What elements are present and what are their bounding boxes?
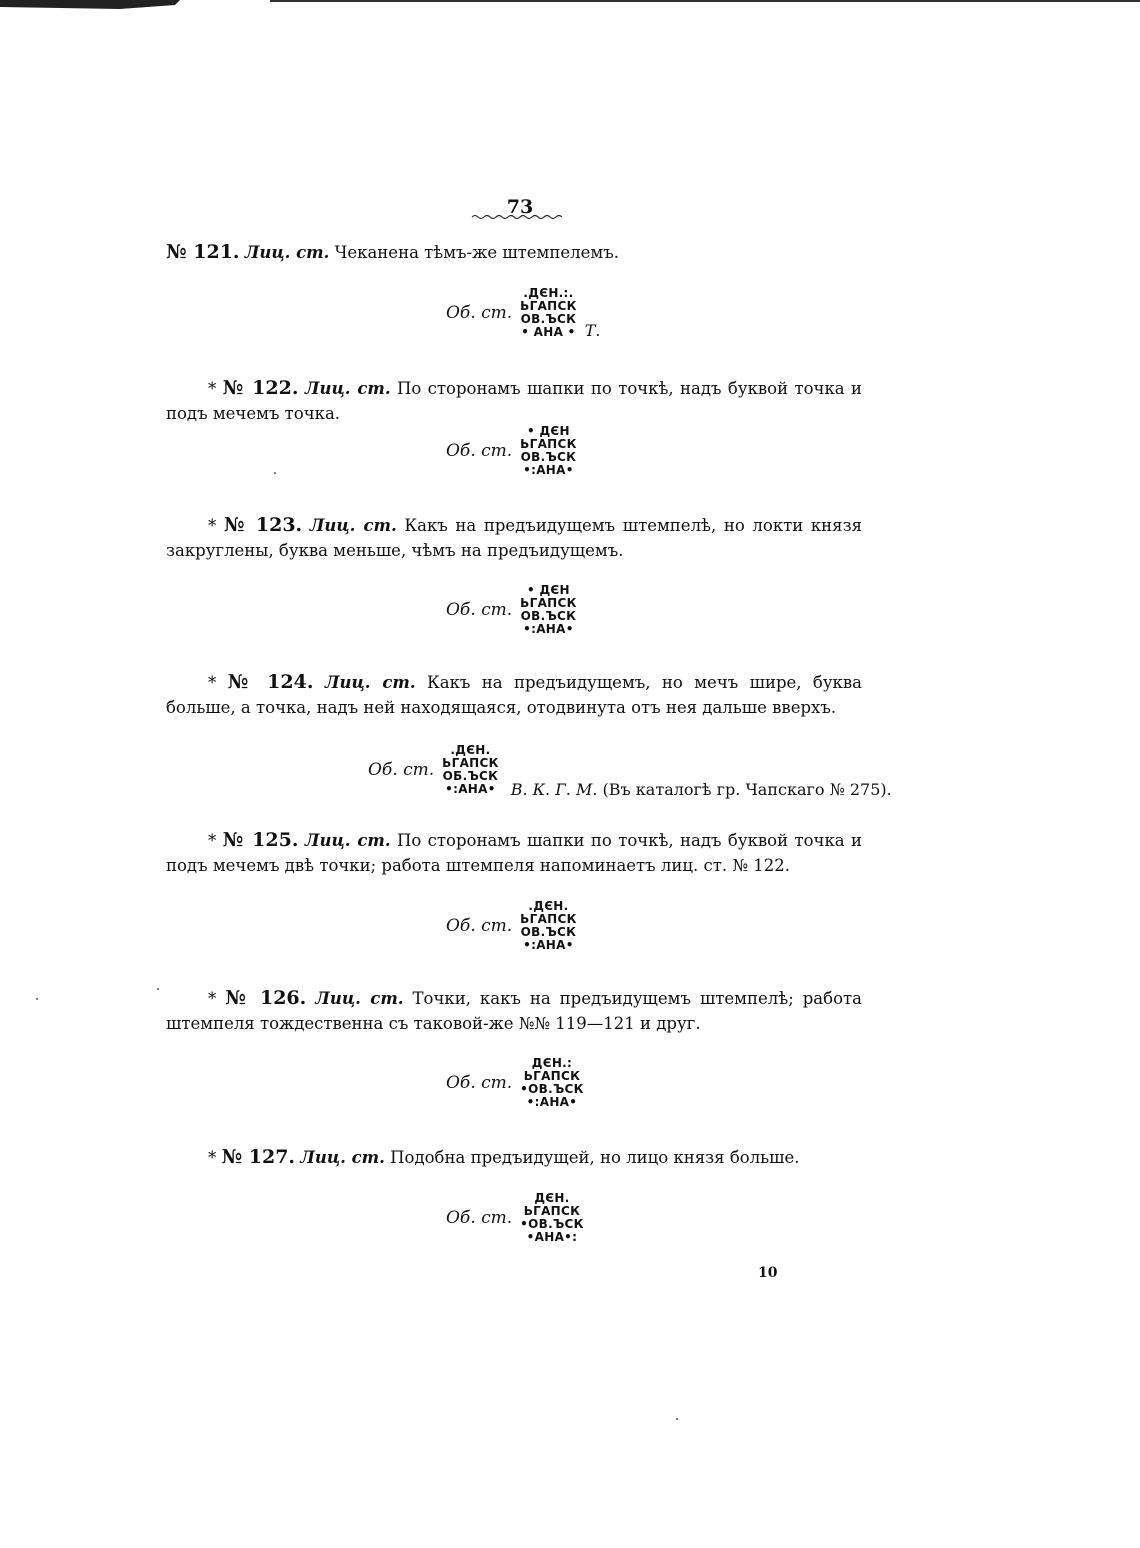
legend-line: •:АНА• [526, 1095, 578, 1109]
star-mark: * [208, 831, 217, 850]
obverse-abbr: Лиц. ст. [315, 989, 404, 1008]
entry-127 [166, 1145, 862, 1170]
reverse-125 [446, 900, 577, 952]
legend-line: .ДЄН. [528, 899, 569, 913]
star-mark: * [208, 1148, 217, 1167]
legend-line: ОВ.ЪСК [520, 450, 577, 464]
legend-line: •:АНА• [445, 781, 496, 796]
legend-line: ЬГАПСК [520, 596, 577, 610]
entry-text: Какъ на предъидущемъ штемпелѣ, но локти князя закруглены, буква меньше, чѣмъ на предъидущемъ. [166, 516, 862, 560]
legend-line: •:АНА• [523, 938, 574, 952]
entry-number: № 121. [166, 241, 240, 263]
legend-line: ОВ.ЪСК [520, 925, 577, 939]
reverse-label: Об. ст. [446, 1073, 513, 1093]
entry-text: По сторонамъ шапки по точкѣ, надъ буквой точка и подъ мечемъ точка. [166, 379, 862, 423]
legend-line: • АНА • [521, 324, 576, 339]
legend-line: ЬГАПСК [520, 912, 577, 926]
reverse-121 [446, 285, 600, 340]
entry-number: № 125. [222, 829, 299, 851]
scan-speck [274, 472, 276, 474]
coin-legend [520, 584, 577, 636]
entry-text: Точки, какъ на предъидущемъ штемпелѣ; работа штемпеля тождественна съ таковой-же №№ 119—121 и друг. [166, 989, 862, 1033]
legend-line: ЬГАПСК [523, 1069, 581, 1083]
reverse-label: Об. ст. [446, 441, 513, 461]
reverse-note: Т. [584, 321, 601, 340]
obverse-abbr: Лиц. ст. [324, 673, 416, 692]
legend-line: .ДЄН. [450, 742, 491, 757]
legend-line: • ДЄН [527, 583, 570, 597]
scan-speck [676, 1418, 678, 1420]
legend-line: ОВ.ЪСК [520, 609, 577, 623]
reverse-127 [446, 1192, 584, 1244]
reverse-note [511, 780, 892, 799]
entry-number: № 124. [227, 671, 314, 693]
star-mark: * [208, 673, 217, 692]
legend-line: ЬГАПСК [442, 755, 499, 770]
page-number: 73 [506, 196, 534, 218]
entry-text: По сторонамъ шапки по точкѣ, надъ буквой точка и подъ мечемъ двѣ точки; работа штемпеля напоминаетъ лиц. ст. № 122. [166, 831, 862, 875]
entry-121 [166, 240, 862, 265]
coin-legend [520, 287, 577, 339]
legend-line: •ОВ.ЪСК [520, 1217, 584, 1231]
entry-text: Чеканена тѣмъ-же штемпелемъ. [334, 243, 619, 262]
entry-number: № 122. [222, 377, 299, 399]
obverse-abbr: Лиц. ст. [309, 516, 397, 535]
star-mark: * [208, 989, 217, 1008]
reverse-label: Об. ст. [446, 600, 513, 620]
legend-line: •АНА•: [526, 1230, 578, 1244]
legend-line: ОБ.ЪСК [442, 768, 499, 783]
legend-line: ЬГАПСК [520, 298, 577, 313]
coin-legend [520, 900, 577, 952]
entry-text: Подобна предъидущей, но лицо князя больше. [390, 1148, 800, 1167]
reverse-label: Об. ст. [446, 302, 513, 323]
obverse-abbr: Лиц. ст. [304, 831, 391, 850]
reverse-label: Об. ст. [446, 1208, 513, 1228]
reverse-label: Об. ст. [446, 916, 513, 936]
signature-number: 10 [758, 1265, 778, 1281]
legend-line: ЬГАПСК [520, 437, 577, 451]
legend-line: ЬГАПСК [523, 1204, 581, 1218]
legend-line: ОВ.ЪСК [520, 311, 577, 326]
legend-line: •:АНА• [523, 622, 574, 636]
reverse-123 [446, 584, 577, 636]
star-mark: * [208, 379, 217, 398]
entry-number: № 123. [223, 514, 303, 536]
legend-line: •:АНА• [523, 463, 574, 477]
legend-line: • ДЄН [527, 424, 570, 438]
legend-line: ДЄН.: [531, 1056, 573, 1070]
scan-edge-top [0, 0, 1140, 14]
entry-122 [166, 376, 862, 426]
coin-legend [442, 744, 499, 796]
coin-legend [520, 1057, 584, 1109]
coin-legend [520, 425, 577, 477]
scan-speck [157, 988, 159, 990]
obverse-abbr: Лиц. ст. [300, 1148, 385, 1167]
legend-line: ДЄН. [534, 1191, 570, 1205]
coin-legend [520, 1192, 584, 1244]
reverse-124 [368, 740, 892, 799]
entry-text: Какъ на предъидущемъ, но мечъ шире, буква больше, а точка, надъ ней находящаяся, отодвинута отъ нея дальше вверхъ. [166, 673, 862, 717]
entry-123 [166, 513, 862, 563]
scan-speck [36, 998, 38, 1000]
entry-126 [166, 986, 862, 1036]
entry-124 [166, 670, 862, 720]
obverse-abbr: Лиц. ст. [304, 379, 391, 398]
legend-line: •ОВ.ЪСК [520, 1082, 584, 1096]
collection-abbr: В. К. Г. М. [510, 780, 598, 799]
page-number-ornament [470, 213, 562, 221]
entry-number: № 127. [221, 1146, 296, 1168]
catalog-reference: (Въ каталогѣ гр. Чапскаго № 275). [602, 780, 892, 799]
reverse-label: Об. ст. [368, 759, 435, 780]
entry-number: № 126. [225, 987, 307, 1009]
star-mark: * [208, 516, 217, 535]
entry-125 [166, 828, 862, 878]
reverse-126 [446, 1057, 584, 1109]
obverse-abbr: Лиц. ст. [244, 243, 330, 262]
reverse-122 [446, 425, 577, 477]
legend-line: .ДЄН.:. [523, 285, 574, 300]
